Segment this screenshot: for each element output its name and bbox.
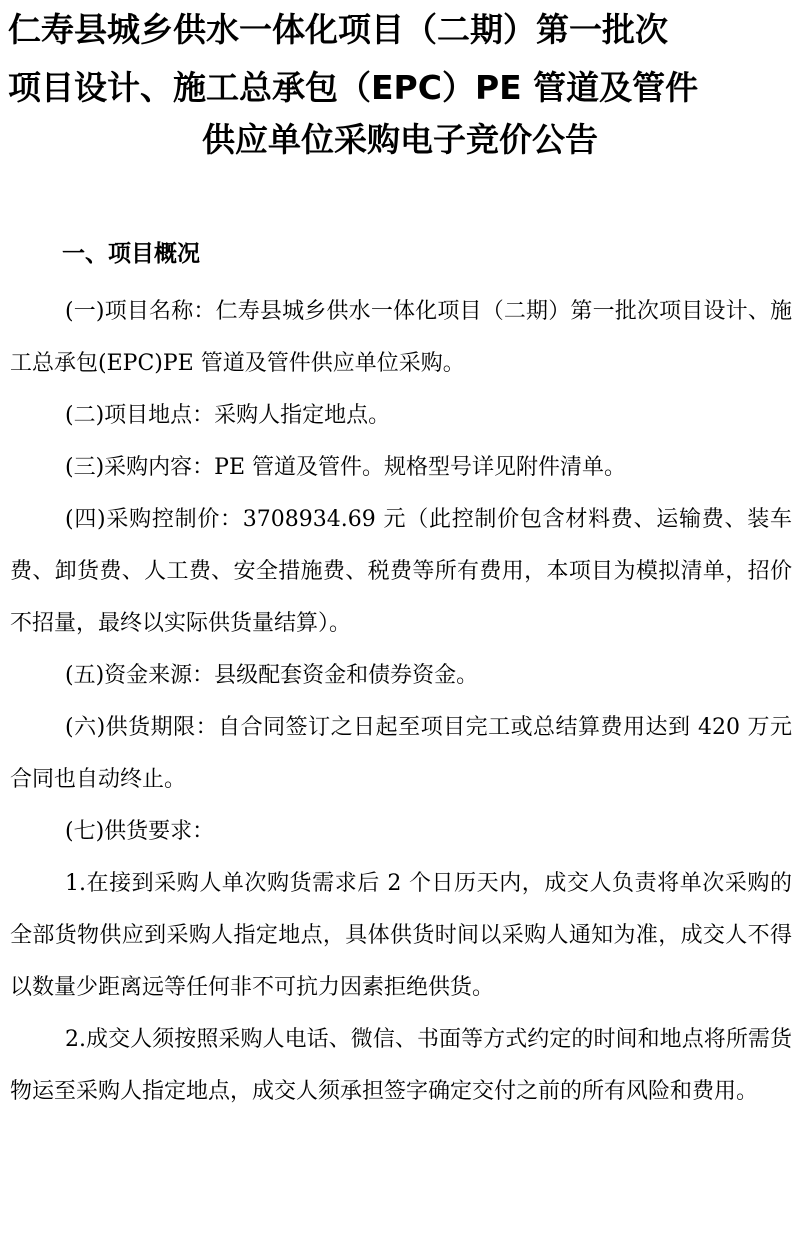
paragraph-supply-requirements: (七)供货要求： [65,819,215,844]
paragraph-requirement-2: 2.成交人须按照采购人电话、微信、书面等方式约定的时间和地点将所需货物运至采购人指定地点，成交人须承担签字确定交付之前的所有风险和费用。 [10,1027,792,1104]
document-body [10,286,792,1118]
paragraph-supply-period: (六)供货期限：自合同签订之日起至项目完工或总结算费用达到 420 万元合同也自动终止。 [10,715,792,792]
paragraph-funding-source: (五)资金来源：县级配套资金和债券资金。 [65,663,479,688]
document-title-line-3: 供应单位采购电子竞价公告 [202,120,598,159]
paragraph-project-location: (二)项目地点：采购人指定地点。 [65,403,391,428]
section-heading-project-overview: 一、项目概况 [62,241,200,267]
paragraph-project-name: (一)项目名称：仁寿县城乡供水一体化项目（二期）第一批次项目设计、施工总承包(EPC)PE 管道及管件供应单位采购。 [10,299,792,376]
paragraph-control-price: (四)采购控制价：3708934.69 元（此控制价包含材料费、运输费、装车费、卸货费、人工费、安全措施费、税费等所有费用，本项目为模拟清单，招价不招量，最终以实际供货量结算）。 [10,507,792,636]
document-title-line-2: 项目设计、施工总承包（EPC）PE 管道及管件 [8,68,699,107]
paragraph-procurement-content: (三)采购内容：PE 管道及管件。规格型号详见附件清单。 [65,455,627,480]
paragraph-requirement-1: 1.在接到采购人单次购货需求后 2 个日历天内，成交人负责将单次采购的全部货物供应到采购人指定地点，具体供货时间以采购人通知为准，成交人不得以数量少距离远等任何非不可抗力因素拒绝供货。 [10,871,792,1000]
document-title-line-1: 仁寿县城乡供水一体化项目（二期）第一批次 [8,10,668,49]
